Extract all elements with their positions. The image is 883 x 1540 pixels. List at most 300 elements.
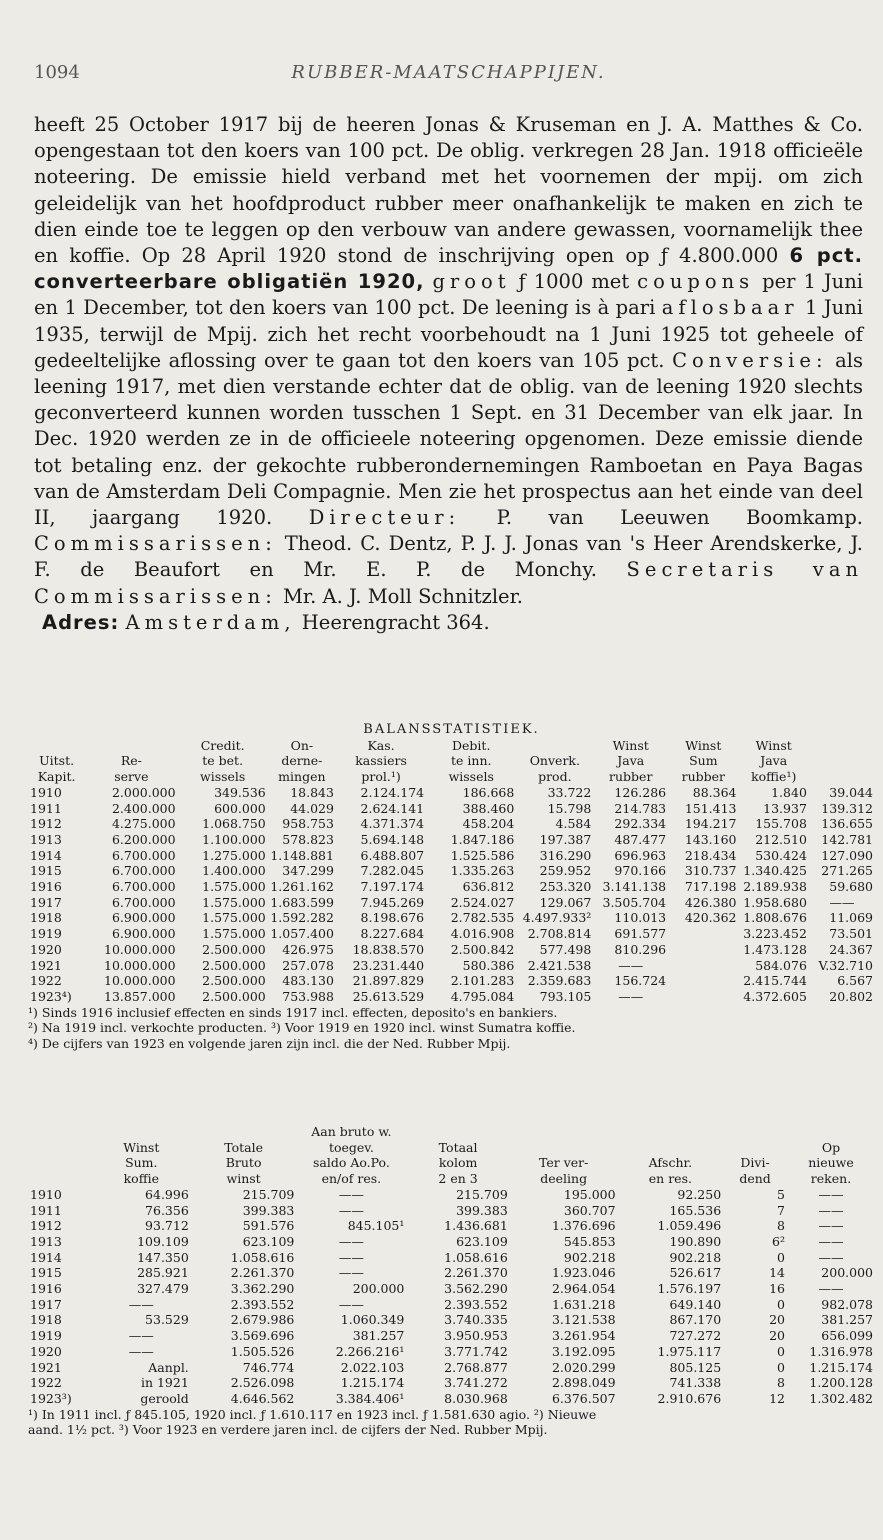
column-header: te bet. <box>202 753 244 769</box>
table-cell: 7.945.269 <box>360 894 425 910</box>
table-cell: 8.198.676 <box>360 910 425 926</box>
table-cell: 2.393.552 <box>230 1296 295 1312</box>
table-row <box>28 1265 875 1281</box>
table-cell: 1.060.349 <box>340 1312 405 1328</box>
table-header <box>28 1124 875 1187</box>
table-cell: 18.838.570 <box>352 941 425 957</box>
table-cell: 3.192.095 <box>551 1343 616 1359</box>
footnote: aand. 1½ pct. ³) Voor 1923 en verdere jaren incl. de cijfers der Ned. Rubber Mpij. <box>28 1422 548 1438</box>
year-cell: 1916 <box>30 1281 62 1297</box>
column-header: koffie <box>123 1171 159 1187</box>
table-cell: 1.631.218 <box>551 1296 616 1312</box>
table-cell: 2.782.535 <box>450 910 515 926</box>
table-cell: 10.000.000 <box>104 941 176 957</box>
table-cell: 600.000 <box>214 800 266 816</box>
table-cell: 186.668 <box>462 784 515 800</box>
table-cell: 2.500.000 <box>202 973 266 989</box>
table-cell: 1.847.186 <box>450 831 515 847</box>
table-cell: 1.376.696 <box>551 1218 616 1234</box>
table-footnotes <box>28 1407 875 1438</box>
year-cell: 1911 <box>30 1202 62 1218</box>
column-header: Ter ver- <box>538 1155 589 1171</box>
column-header: Uitst. <box>39 753 75 769</box>
table-row <box>28 848 875 864</box>
table-cell: 2.679.986 <box>230 1312 295 1328</box>
table-cell: 20 <box>769 1312 785 1328</box>
table-cell: 2.500.000 <box>202 988 266 1004</box>
table-cell: 76.356 <box>145 1202 189 1218</box>
directeur-label: Directeur: <box>308 506 461 530</box>
year-cell: 1921 <box>30 1359 62 1375</box>
page-header <box>34 62 863 88</box>
table-cell: —— <box>818 1249 844 1265</box>
table-cell: 426.380 <box>684 894 737 910</box>
table-row <box>28 1203 875 1219</box>
table-body <box>28 785 875 1005</box>
table-cell: 1.261.162 <box>270 879 334 895</box>
table-cell: 2.415.744 <box>743 973 807 989</box>
table-cell: 982.078 <box>821 1296 873 1312</box>
table-cell: 44.029 <box>290 800 334 816</box>
table-cell: 73.501 <box>829 926 873 942</box>
table-cell: 483.130 <box>282 973 334 989</box>
table-cell: 109.109 <box>137 1233 189 1249</box>
table-cell: 53.529 <box>145 1312 189 1328</box>
table-cell: 2.189.938 <box>743 879 807 895</box>
table-cell: 902.218 <box>669 1249 722 1265</box>
table-cell: 13.937 <box>763 800 807 816</box>
conversion-text: als leening 1917, met dien verstande echter dat de oblig. van de leening 1920 slechts geconverteerd kunnen worden tusschen 1 Sept. en 31 December van elk jaar. In Dec. 1920 werden ze in de officieele noteering opgenomen. Deze emissie diende tot betaling enz. der gekochte rubberondernemingen Ramboetan en Paya Bagas van de Amsterdam Deli Compagnie. Men zie het prospectus aan het einde van deel II, jaargang 1920. <box>34 348 864 530</box>
secretaris-label: Secretaris van Commissarissen: <box>34 558 864 608</box>
column-header: Totaal <box>438 1139 478 1155</box>
table-cell: 25.613.529 <box>352 988 425 1004</box>
footnote: ¹) In 1911 incl. ƒ 845.105, 1920 incl. ƒ 1.610.117 en 1923 incl. ƒ 1.581.630 agio. ²) Nieuwe <box>28 1406 597 1422</box>
table-cell: 2.022.103 <box>340 1359 405 1375</box>
table-cell: 11.069 <box>829 910 873 926</box>
table-cell: 39.044 <box>829 784 873 800</box>
table-cell: 487.477 <box>614 831 667 847</box>
table-footnotes <box>28 1005 875 1052</box>
table-row <box>28 958 875 974</box>
table-row <box>28 1281 875 1297</box>
table-cell: 623.109 <box>456 1233 508 1249</box>
column-header <box>28 1124 92 1140</box>
table-cell: 93.712 <box>145 1218 189 1234</box>
table-cell: 958.753 <box>282 816 334 832</box>
table-cell: 126.286 <box>614 784 667 800</box>
year-cell: 1923³) <box>30 1390 72 1406</box>
table-cell: 1.275.000 <box>202 847 266 863</box>
table-cell: 8 <box>777 1375 785 1391</box>
running-title: RUBBER-MAATSCHAPPIJEN. <box>291 62 606 83</box>
column-header: wissels <box>448 769 494 785</box>
table-cell: 2.524.027 <box>450 894 515 910</box>
table-cell: 271.265 <box>821 863 873 879</box>
table-cell: 7 <box>777 1202 785 1218</box>
year-cell: 1915 <box>30 1265 62 1281</box>
table-cell: 2.500.842 <box>450 941 515 957</box>
table-cell: 5 <box>777 1186 785 1202</box>
footnote: ⁴) De cijfers van 1923 en volgende jaren zijn incl. die der Ned. Rubber Mpij. <box>28 1035 511 1051</box>
table-row <box>28 785 875 801</box>
table-cell: 810.296 <box>614 941 667 957</box>
year-cell: 1914 <box>30 1249 62 1265</box>
column-header: Winst <box>685 737 722 753</box>
table-cell: 0 <box>777 1296 785 1312</box>
year-cell: 1922 <box>30 973 62 989</box>
column-header <box>28 1155 92 1171</box>
table-cell: 696.963 <box>614 847 667 863</box>
table-cell: 426.975 <box>282 941 334 957</box>
year-cell: 1914 <box>30 847 62 863</box>
table-cell: 3.121.538 <box>551 1312 616 1328</box>
footnote: ²) Na 1919 incl. verkochte producten. ³) Voor 1919 en 1920 incl. winst Sumatra koffie. <box>28 1020 576 1036</box>
column-header: Re- <box>120 753 142 769</box>
table-cell: 2.020.299 <box>551 1359 616 1375</box>
column-header: Aan bruto w. <box>311 1124 392 1139</box>
column-header <box>618 1140 724 1156</box>
header-row <box>28 1155 875 1171</box>
table-cell: 2.124.174 <box>360 784 425 800</box>
table-cell: 1.975.117 <box>657 1343 722 1359</box>
table-cell: 1.525.586 <box>450 847 515 863</box>
column-header: Sum <box>689 753 718 769</box>
table-cell: 1.473.128 <box>743 941 807 957</box>
table-cell: 92.250 <box>677 1186 722 1202</box>
column-header: Debit. <box>452 737 491 753</box>
table-cell: 18.843 <box>290 784 334 800</box>
table-cell: 2.261.370 <box>444 1265 508 1281</box>
table-cell: 2.359.683 <box>527 973 592 989</box>
table-cell: 1.148.881 <box>270 847 334 863</box>
table-cell: —— <box>128 1328 154 1344</box>
table-cell: 623.109 <box>242 1233 295 1249</box>
table-cell: 1.923.046 <box>551 1265 616 1281</box>
table-cell: 6.700.000 <box>111 863 176 879</box>
column-header <box>28 738 85 754</box>
table-cell: 2.624.141 <box>360 800 425 816</box>
table-cell: 253.320 <box>539 879 592 895</box>
table-cell: 310.737 <box>684 863 737 879</box>
column-header: nieuwe <box>808 1155 854 1171</box>
column-header <box>723 1140 787 1156</box>
table-cell: 3.562.290 <box>444 1281 508 1297</box>
table-cell: 526.617 <box>669 1265 722 1281</box>
table-cell: 530.424 <box>755 847 807 863</box>
header-row <box>28 1171 875 1187</box>
table-cell: 218.434 <box>684 847 737 863</box>
year-cell: 1918 <box>30 1312 62 1328</box>
table-cell: —— <box>818 1202 844 1218</box>
table-cell: 2.000.000 <box>111 784 176 800</box>
table-cell: 155.708 <box>755 816 807 832</box>
table-cell: 577.498 <box>539 941 592 957</box>
table-cell: —— <box>338 1296 364 1312</box>
column-header: winst <box>226 1171 261 1187</box>
adres-city: Amsterdam, <box>125 610 296 634</box>
table-row <box>28 926 875 942</box>
table-cell: 7.197.174 <box>360 879 425 895</box>
table-cell: 4.372.605 <box>743 988 807 1004</box>
table-cell: 727.272 <box>669 1328 722 1344</box>
column-header: derne- <box>281 753 323 769</box>
commissarissen-label: Commissarissen: <box>34 532 277 556</box>
table-cell: 3.771.742 <box>444 1343 508 1359</box>
table-cell: 902.218 <box>563 1249 616 1265</box>
table-cell: 3.384.406¹ <box>335 1390 405 1406</box>
table-cell: 4.795.084 <box>450 988 515 1004</box>
column-header: wissels <box>200 769 246 785</box>
table-cell: 381.257 <box>352 1328 405 1344</box>
table-body <box>28 1187 875 1407</box>
table-cell: —— <box>338 1233 364 1249</box>
body-paragraph <box>34 112 863 610</box>
table-row <box>28 1391 875 1407</box>
table-cell: 1.058.616 <box>230 1249 295 1265</box>
table-row <box>28 910 875 926</box>
table-cell: in 1921 <box>140 1375 189 1391</box>
table-cell: 4.016.908 <box>450 926 515 942</box>
column-header <box>787 1124 875 1140</box>
table-cell: 349.536 <box>214 784 266 800</box>
table-cell: 5.694.148 <box>360 831 425 847</box>
table-cell: 15.798 <box>547 800 592 816</box>
column-header: en res. <box>648 1171 692 1187</box>
column-header: serve <box>114 769 149 785</box>
aflosbaar-term: aflosbaar <box>661 296 799 320</box>
table-cell: 420.362 <box>684 910 737 926</box>
year-cell: 1910 <box>30 784 62 800</box>
table-cell: 139.312 <box>821 800 873 816</box>
table-cell: 142.781 <box>821 831 873 847</box>
table-cell: 21.897.829 <box>352 973 425 989</box>
table-cell: 257.078 <box>282 957 334 973</box>
column-header: Credit. <box>200 737 245 753</box>
page-number: 1094 <box>34 62 80 83</box>
table-row <box>28 1218 875 1234</box>
table-cell: 195.000 <box>563 1186 616 1202</box>
column-header: Totale <box>224 1139 263 1155</box>
table-cell: 399.383 <box>242 1202 295 1218</box>
table-cell: 1.215.174 <box>340 1375 405 1391</box>
table-cell: 6.700.000 <box>111 847 176 863</box>
column-header: Kas. <box>367 737 395 753</box>
groot-term: groot <box>432 270 511 294</box>
header-row <box>28 738 875 754</box>
table-cell: 212.510 <box>755 831 807 847</box>
table-cell: 1.100.000 <box>202 831 266 847</box>
table-row <box>28 1297 875 1313</box>
column-header: Bruto <box>225 1155 262 1171</box>
year-cell: 1923⁴) <box>30 988 72 1004</box>
table-cell: 793.105 <box>539 988 592 1004</box>
table-cell: 1.316.978 <box>809 1343 873 1359</box>
table-cell: 215.709 <box>456 1186 508 1202</box>
column-header: prod. <box>538 769 572 785</box>
balance-statistics-table <box>28 738 875 1005</box>
column-header: dend <box>739 1171 771 1187</box>
table-cell: 691.577 <box>614 926 667 942</box>
table-cell: 1.436.681 <box>444 1218 508 1234</box>
table-cell: 1.505.526 <box>230 1343 295 1359</box>
table-row <box>28 942 875 958</box>
table-cell: —— <box>618 957 644 973</box>
table-cell: —— <box>338 1202 364 1218</box>
table-cell: 0 <box>777 1343 785 1359</box>
table-cell: 6.700.000 <box>111 879 176 895</box>
table-row <box>28 1234 875 1250</box>
table-cell: 147.350 <box>137 1249 189 1265</box>
table-cell: 746.774 <box>242 1359 295 1375</box>
table-cell: 399.383 <box>456 1202 508 1218</box>
table-cell: —— <box>618 988 644 1004</box>
table-cell: 10.000.000 <box>104 973 176 989</box>
table-cell: 6.567 <box>837 973 873 989</box>
table-cell: 2.400.000 <box>111 800 176 816</box>
table-cell: 200.000 <box>821 1265 873 1281</box>
column-header <box>510 1124 618 1140</box>
column-header: Afschr. <box>648 1155 693 1171</box>
table-row <box>28 973 875 989</box>
table-cell: 717.198 <box>684 879 737 895</box>
table-cell: 2.101.283 <box>450 973 515 989</box>
table-row <box>28 832 875 848</box>
table-cell: 2.500.000 <box>202 941 266 957</box>
table-cell: 347.299 <box>282 863 334 879</box>
table-cell: 4.371.374 <box>360 816 425 832</box>
table-row <box>28 1187 875 1203</box>
table-cell: —— <box>818 1186 844 1202</box>
table-cell: 327.479 <box>137 1281 189 1297</box>
table-cell: 2.910.676 <box>657 1390 722 1406</box>
table-cell: 8.030.968 <box>444 1390 508 1406</box>
table-cell: 6.900.000 <box>111 910 176 926</box>
table-cell: —— <box>818 1281 844 1297</box>
column-header <box>28 1171 92 1187</box>
column-header: Onverk. <box>529 753 580 769</box>
column-header: rubber <box>609 769 653 785</box>
table-cell: 14 <box>769 1265 785 1281</box>
table-cell: 1.576.197 <box>657 1281 722 1297</box>
table-cell: 1.683.599 <box>270 894 334 910</box>
year-cell: 1918 <box>30 910 62 926</box>
table-cell: 6.488.807 <box>360 847 425 863</box>
column-header: On- <box>290 737 314 753</box>
table-cell: 1.840 <box>771 784 807 800</box>
table-cell: 12 <box>769 1390 785 1406</box>
table-cell: 4.275.000 <box>111 816 176 832</box>
table-cell: 7.282.045 <box>360 863 425 879</box>
table-cell: 110.013 <box>614 910 667 926</box>
table-cell: —— <box>338 1265 364 1281</box>
table-cell: 59.680 <box>829 879 873 895</box>
table-cell: 3.950.953 <box>444 1328 508 1344</box>
table-cell: 6.700.000 <box>111 894 176 910</box>
year-cell: 1917 <box>30 894 62 910</box>
table-cell: 285.921 <box>137 1265 189 1281</box>
table-cell: 1.958.680 <box>743 894 807 910</box>
column-header <box>28 1140 92 1156</box>
table-row <box>28 879 875 895</box>
table-cell: 1.592.282 <box>270 910 334 926</box>
year-cell: 1915 <box>30 863 62 879</box>
table-cell <box>668 973 738 989</box>
table-cell: 6.200.000 <box>111 831 176 847</box>
column-header: kassiers <box>355 753 407 769</box>
table-title: BALANSSTATISTIEK. <box>363 722 540 737</box>
header-row <box>28 769 875 785</box>
table-cell: 6.900.000 <box>111 926 176 942</box>
column-header <box>618 1124 724 1140</box>
adres-label: Adres: <box>42 610 120 634</box>
table-row <box>28 1375 875 1391</box>
header-row <box>28 1124 875 1140</box>
table-cell: 578.823 <box>282 831 334 847</box>
denomination-text: ƒ 1000 met <box>518 270 630 294</box>
column-header <box>406 1124 509 1140</box>
table-row <box>28 816 875 832</box>
table-cell: 2.768.877 <box>444 1359 508 1375</box>
table-cell: 8.227.684 <box>360 926 425 942</box>
coupon-terms-text: per 1 Juni en 1 December, tot den koers van 100 pct. De leening is à pari <box>34 270 863 320</box>
table-cell: 1.200.128 <box>809 1375 873 1391</box>
adres-street: Heerengracht 364. <box>301 610 490 634</box>
column-header: te inn. <box>451 753 492 769</box>
table-cell: 360.707 <box>563 1202 616 1218</box>
table-cell: —— <box>818 1218 844 1234</box>
table-cell: 0 <box>777 1249 785 1265</box>
column-header <box>85 738 177 754</box>
column-header: mingen <box>278 769 326 785</box>
table-cell: 649.140 <box>669 1296 722 1312</box>
table-cell: 1.340.425 <box>743 863 807 879</box>
table-cell: 10.000.000 <box>104 957 176 973</box>
table-cell: 1.400.000 <box>202 863 266 879</box>
table-cell: 3.261.954 <box>551 1328 616 1344</box>
year-cell: 1912 <box>30 1218 62 1234</box>
table-cell: 867.170 <box>669 1312 722 1328</box>
table-row <box>28 1312 875 1328</box>
table-cell: 197.387 <box>539 831 592 847</box>
year-cell: 1919 <box>30 1328 62 1344</box>
table-cell: 214.783 <box>614 800 667 816</box>
table-cell: 151.413 <box>684 800 737 816</box>
table-cell: V.32.710 <box>818 957 873 973</box>
commissarissen-names: Theod. C. Dentz, P. J. J. Jonas van 's Heer Arendskerke, J. F. de Beaufort en Mr. E. P. de Monchy. <box>34 532 863 582</box>
table-cell: 8 <box>777 1218 785 1234</box>
table-cell: 259.952 <box>539 863 592 879</box>
table-cell: 580.386 <box>462 957 515 973</box>
table-cell: 156.724 <box>614 973 667 989</box>
table-cell: 316.290 <box>539 847 592 863</box>
table-row <box>28 801 875 817</box>
table-cell: 545.853 <box>563 1233 616 1249</box>
table-cell: 584.076 <box>755 957 807 973</box>
column-header: 2 en 3 <box>438 1171 478 1187</box>
table-cell: 6.376.507 <box>551 1390 616 1406</box>
column-header <box>191 1124 297 1140</box>
column-header: Java <box>617 753 645 769</box>
table-cell: 23.231.440 <box>352 957 425 973</box>
table-cell: 33.722 <box>547 784 592 800</box>
table-cell: —— <box>829 894 855 910</box>
table-cell: 2.266.216¹ <box>335 1343 405 1359</box>
table-cell: 458.204 <box>462 816 515 832</box>
table-cell: 13.857.000 <box>104 988 176 1004</box>
table-cell: 636.812 <box>462 879 515 895</box>
table-cell: 129.067 <box>539 894 592 910</box>
table-cell: 20.802 <box>829 988 873 1004</box>
